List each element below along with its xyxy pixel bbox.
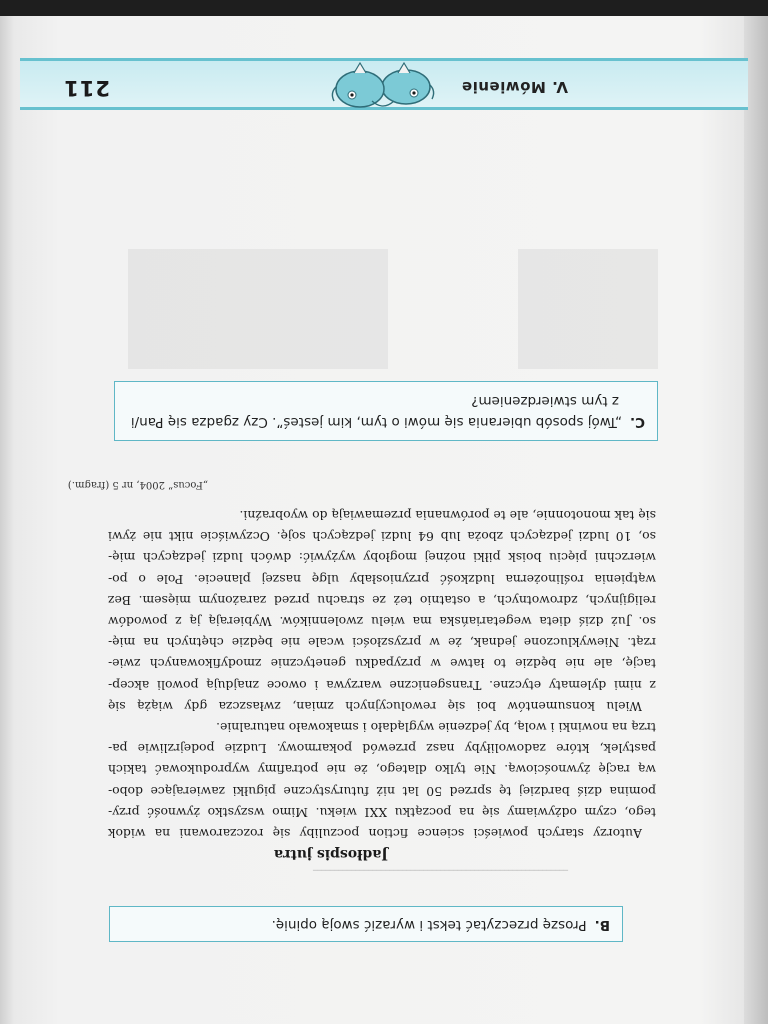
article-line: się tak monotonnie, ale te porównania przemawiają do wyobraźni. bbox=[239, 507, 656, 523]
article-line: wą rację żywnościową. Nie tylko dlatego, że nie potrafimy wyprodukować takich bbox=[108, 762, 656, 778]
task-c-instruction-1: „Twój sposób ubierania się mówi o tym, kim jesteś”. Czy zgadza się Pan/i bbox=[130, 414, 622, 430]
article-line: so. Już dziś dieta wegetariańska ma wielu zwolenników. Wybierają ją z powodów bbox=[108, 613, 656, 629]
article-line: tego, czym odżywiamy się na początku XXI wieku. Mimo wszystko żywność przy- bbox=[108, 804, 656, 820]
article-title: Jadłospis jutra bbox=[273, 846, 388, 862]
article-line: Wielu konsumentów boi się rewolucyjnych zmian, zwłaszcza gdy wiążą się bbox=[108, 698, 642, 714]
article-line: so, 10 ludzi jedzących zboża lub 64 ludzi jedzących soję. Oczywiście nikt nie żywi bbox=[108, 529, 656, 545]
article-source: „Focus” 2004, nr 5 (fragm.) bbox=[67, 479, 208, 490]
show-through-block bbox=[128, 249, 388, 369]
show-through-text: ____________________________________________________________ bbox=[313, 869, 568, 879]
article-line: pastylek, które zadowoliłyby nasz przewód pokarmowy. Ludzie podejrzliwie pa- bbox=[108, 741, 656, 757]
article-line: pomina dziś bardziej tę sprzed 50 lat niż futurystyczne pigułki zawierające dobo- bbox=[108, 783, 656, 799]
task-b-letter: B. bbox=[594, 917, 610, 933]
fish-illustration-icon bbox=[328, 61, 438, 121]
article-line: z nimi dylematy etyczne. Transgeniczne warzywa i owoce znajdują powoli akcep- bbox=[108, 677, 656, 693]
article-line: Autorzy starych powieści science fiction poczuliby się rozczarowani na widok bbox=[108, 826, 642, 841]
chapter-title: V. Mówienie bbox=[461, 78, 568, 96]
article-line: wierzchni pięciu boisk piłki nożnej mogłoby wyżywić: dwóch ludzi jedzących mię- bbox=[108, 550, 656, 566]
task-b-line bbox=[272, 914, 610, 935]
article-line: tację, ale nie będzie to łatwe w przypadku genetycznie zmodyfikowanych zwie- bbox=[108, 656, 656, 672]
show-through-block bbox=[518, 249, 658, 369]
task-b-instruction: Proszę przeczytać tekst i wyrazić swoją opinię. bbox=[271, 917, 587, 933]
page-number: 211 bbox=[63, 76, 110, 100]
article-line: rząt. Niewykluczone jednak, że w przyszłości wcale nie będzie chętnych na mię- bbox=[108, 635, 656, 651]
task-c-line-2: z tym stwierdzeniem? bbox=[471, 393, 619, 409]
task-c-line bbox=[125, 411, 645, 432]
task-c-box bbox=[114, 381, 658, 441]
article-body bbox=[108, 505, 656, 844]
article-line: trzą na nowinki i wolą, by jedzenie wyglądało i smakowało naturalnie. bbox=[216, 719, 656, 735]
task-c-letter: C. bbox=[629, 414, 645, 430]
article-line: wątpienia roślinożerna ludzkość przyniosłaby ulgę naszej planecie. Pole o po- bbox=[108, 571, 656, 587]
article-line: religijnych, zdrowotnych, a ostatnio też ze strachu przed zarażonym mięsem. Bez bbox=[108, 592, 656, 608]
task-b-box bbox=[109, 906, 623, 942]
